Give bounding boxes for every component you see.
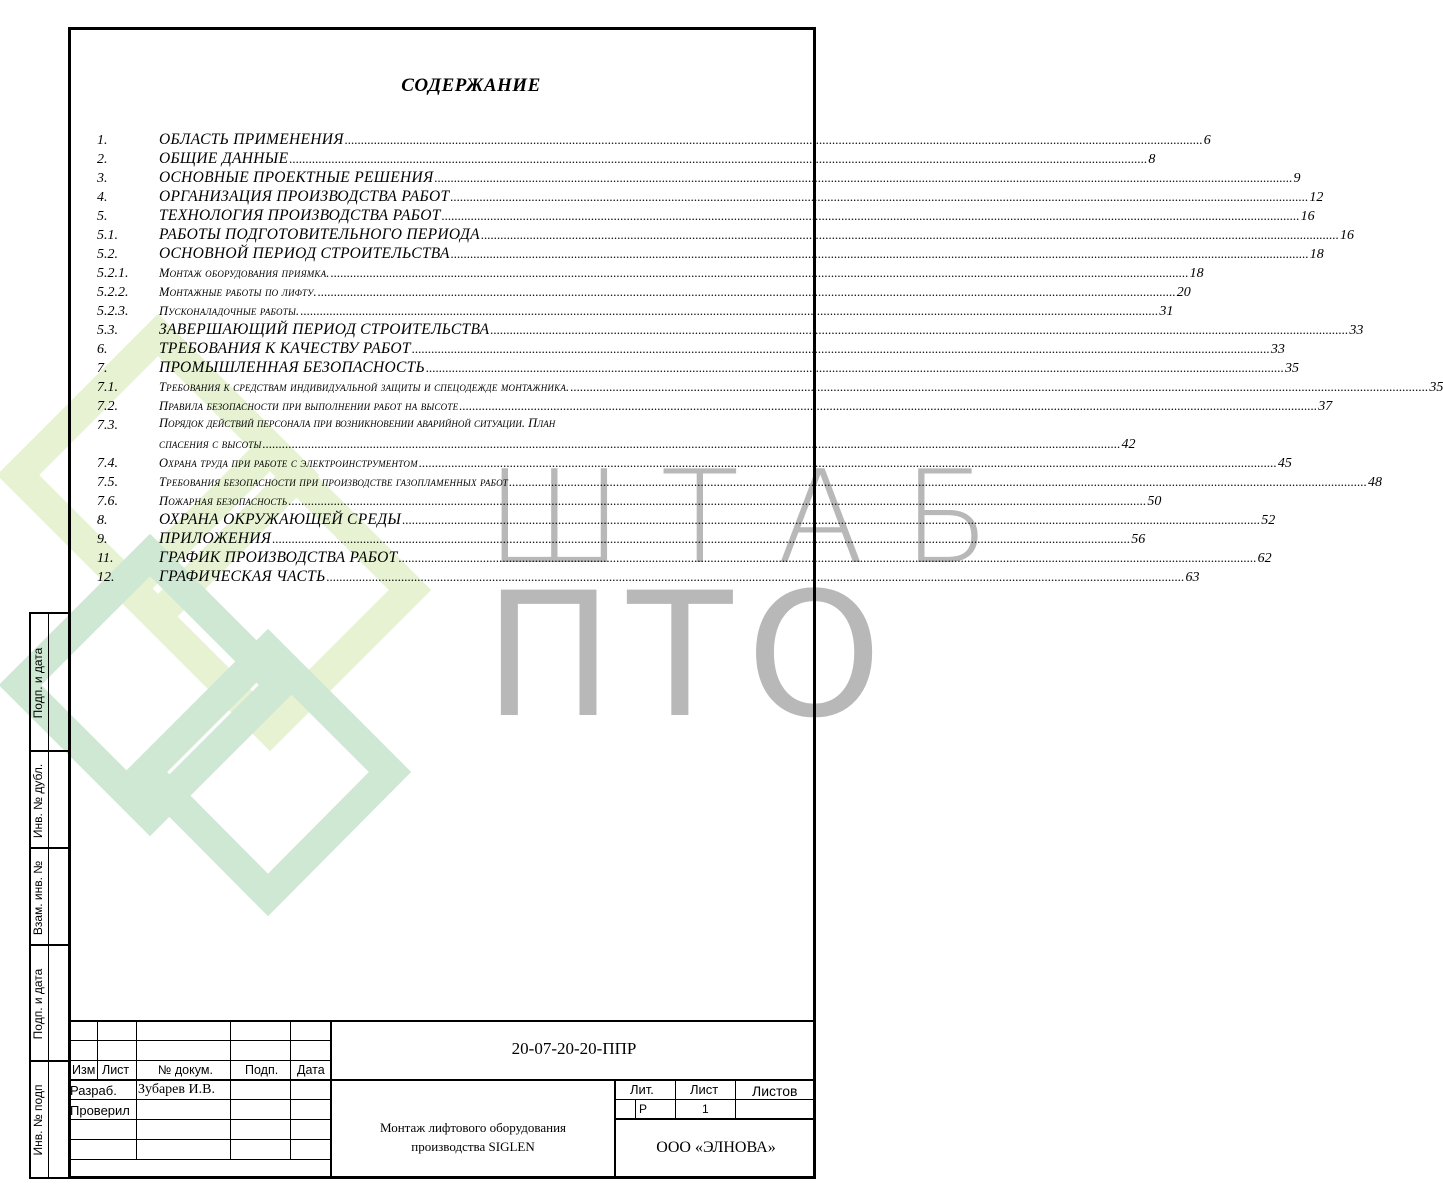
toc-leader-dots [300, 302, 1158, 320]
toc-entry [97, 511, 1276, 530]
toc-entry-number: 3. [97, 171, 108, 186]
toc-entry-page: 35 [1429, 380, 1443, 395]
toc-entry-number: 7.6. [97, 494, 118, 509]
toc-entry-label: Требования к средствам индивидуальной защиты и спецодежде монтажника. [159, 380, 570, 394]
toc-entry-page: 63 [1185, 570, 1200, 585]
side-stamp-cell [31, 752, 68, 849]
toc-leader-dots [442, 207, 1300, 225]
toc-entry [97, 188, 1324, 207]
toc-leader-dots [434, 169, 1292, 187]
header-izm: Изм [72, 1063, 96, 1077]
toc-leader-dots [327, 568, 1185, 586]
table-of-contents [97, 131, 1443, 587]
toc-leader-dots [426, 359, 1284, 377]
toc-leader-dots [263, 435, 1121, 453]
toc-entry-number: 11. [97, 551, 114, 566]
toc-entry-number: 7. [97, 361, 108, 376]
toc-entry-label: Требования безопасности при производстве газопламенных работ [159, 475, 509, 489]
toc-entry-label: ОХРАНА ОКРУЖАЮЩЕЙ СРЕДЫ [159, 511, 402, 528]
toc-entry [97, 264, 1204, 283]
watermark-text-line1: ШТАБ [486, 444, 1029, 593]
toc-leader-dots [331, 264, 1189, 282]
toc-entry-label: Порядок действий персонала при возникновении аварийной ситуации. План [159, 416, 556, 430]
document-code: 20-07-20-20-ППР [511, 1039, 637, 1058]
toc-entry [97, 492, 1162, 511]
header-sign: Подп. [245, 1063, 279, 1077]
toc-entry-number: 5.3. [97, 323, 118, 338]
toc-entry-page: 16 [1339, 228, 1354, 243]
toc-leader-dots [459, 397, 1317, 415]
company-name: ООО «ЭЛНОВА» [656, 1139, 776, 1156]
developer-name: Зубарев И.В. [138, 1082, 215, 1097]
toc-entry-label: РАБОТЫ ПОДГОТОВИТЕЛЬНОГО ПЕРИОДА [159, 226, 480, 243]
toc-leader-dots [402, 511, 1260, 529]
toc-entry-page: 31 [1159, 304, 1174, 319]
toc-entry [97, 397, 1333, 416]
toc-entry-page: 9 [1293, 171, 1301, 186]
toc-entry-label-continued: спасения с высоты [159, 437, 262, 451]
toc-leader-dots [412, 340, 1270, 358]
toc-entry-number: 1. [97, 133, 108, 148]
toc-entry-page: 52 [1261, 513, 1276, 528]
toc-entry-page: 56 [1131, 532, 1146, 547]
toc-entry [97, 454, 1292, 473]
toc-leader-dots [272, 530, 1130, 548]
toc-entry-page: 42 [1121, 437, 1136, 452]
toc-leader-dots [450, 188, 1308, 206]
toc-entry-page: 45 [1277, 456, 1292, 471]
toc-leader-dots [345, 131, 1203, 149]
toc-entry-number: 6. [97, 342, 108, 357]
toc-entry-page: 50 [1147, 494, 1162, 509]
toc-entry [97, 568, 1200, 587]
toc-entry [97, 549, 1272, 568]
toc-leader-dots [481, 226, 1339, 244]
toc-leader-dots [399, 549, 1257, 567]
toc-entry-number: 7.5. [97, 475, 118, 490]
toc-entry-page: 37 [1318, 399, 1333, 414]
toc-entry-number: 7.1. [97, 380, 118, 395]
sheet-value: 1 [702, 1102, 709, 1116]
toc-entry [97, 207, 1315, 226]
toc-leader-dots [490, 321, 1348, 339]
toc-entry-page: 16 [1300, 209, 1315, 224]
toc-entry-label: Охрана труда при работе с электроинструментом [159, 456, 418, 470]
toc-entry-page: 62 [1257, 551, 1272, 566]
toc-entry-page: 8 [1148, 152, 1156, 167]
role-developer: Разраб. [70, 1083, 117, 1098]
toc-entry-label: ОСНОВНОЙ ПЕРИОД СТРОИТЕЛЬСТВА [159, 245, 450, 262]
toc-entry [97, 416, 1136, 454]
toc-title: СОДЕРЖАНИЕ [401, 75, 541, 96]
toc-entry-number: 2. [97, 152, 108, 167]
toc-entry-page: 20 [1176, 285, 1191, 300]
side-stamp-cell [31, 614, 68, 752]
toc-entry [97, 359, 1299, 378]
toc-entry [97, 302, 1174, 321]
toc-entry-page: 35 [1285, 361, 1299, 376]
toc-entry-page: 18 [1189, 266, 1204, 281]
toc-entry-page: 33 [1349, 323, 1364, 338]
toc-entry-label: Монтажные работы по лифту. [159, 285, 317, 299]
toc-entry-number: 5.2.1. [97, 266, 129, 281]
watermark-text-line2: ПТО [484, 555, 896, 756]
toc-entry-number: 5.2.3. [97, 304, 129, 319]
header-date: Дата [297, 1063, 325, 1077]
toc-entry-number: 5.2. [97, 247, 118, 262]
side-stamp-label: Взам. инв. № [31, 860, 45, 935]
toc-entry [97, 340, 1285, 359]
toc-entry-label: ПРИЛОЖЕНИЯ [159, 530, 272, 547]
role-checker: Проверил [70, 1103, 130, 1118]
toc-entry-number: 5.1. [97, 228, 118, 243]
lit-label: Лит. [630, 1082, 654, 1097]
toc-entry-label: Пусконаладочные работы. [159, 304, 300, 318]
toc-entry [97, 150, 1156, 169]
toc-entry-label: Монтаж оборудования приямка. [159, 266, 330, 280]
side-stamp-label: Инв. № подп [31, 1084, 45, 1155]
toc-leader-dots [288, 492, 1146, 510]
toc-entry [97, 473, 1383, 492]
toc-entry [97, 530, 1146, 549]
toc-leader-dots [289, 150, 1147, 168]
toc-entry-page: 12 [1309, 190, 1324, 205]
side-stamp [29, 612, 68, 1179]
toc-entry-label: ГРАФИК ПРОИЗВОДСТВА РАБОТ [159, 549, 398, 566]
toc-entry-number: 5.2.2. [97, 285, 129, 300]
toc-entry-label: Пожарная безопасность [159, 494, 288, 508]
toc-entry [97, 378, 1443, 397]
toc-entry [97, 226, 1354, 245]
sheets-label: Листов [752, 1083, 798, 1099]
sheet-label: Лист [690, 1082, 719, 1097]
toc-entry-label: ОБЛАСТЬ ПРИМЕНЕНИЯ [159, 131, 344, 148]
toc-entry-number: 8. [97, 513, 108, 528]
toc-entry-label: ТРЕБОВАНИЯ К КАЧЕСТВУ РАБОТ [159, 340, 411, 357]
toc-entry [97, 131, 1211, 150]
toc-entry-number: 7.4. [97, 456, 118, 471]
toc-entry-label: ОРГАНИЗАЦИЯ ПРОИЗВОДСТВА РАБОТ [159, 188, 450, 205]
side-stamp-cell [31, 849, 68, 946]
header-list: Лист [102, 1063, 130, 1077]
toc-entry-label: Правила безопасности при выполнении работ на высоте [159, 399, 459, 413]
toc-leader-dots [570, 378, 1428, 396]
side-stamp-label: Подп. и дата [31, 647, 45, 719]
toc-entry-page: 18 [1309, 247, 1324, 262]
toc-entry-label: ОСНОВНЫЕ ПРОЕКТНЫЕ РЕШЕНИЯ [159, 169, 434, 186]
toc-leader-dots [318, 283, 1176, 301]
toc-entry-number: 5. [97, 209, 108, 224]
toc-entry [97, 283, 1191, 302]
header-doc-no: № докум. [158, 1063, 213, 1077]
toc-entry-number: 4. [97, 190, 108, 205]
toc-entry-page: 33 [1270, 342, 1285, 357]
toc-entry-number: 9. [97, 532, 108, 547]
side-stamp-label: Инв. № дубл. [31, 763, 45, 838]
toc-entry-label: ТЕХНОЛОГИЯ ПРОИЗВОДСТВА РАБОТ [159, 207, 441, 224]
toc-leader-dots [451, 245, 1309, 263]
toc-entry-label: ПРОМЫШЛЕННАЯ БЕЗОПАСНОСТЬ [159, 359, 425, 376]
title-block [68, 1020, 816, 1179]
toc-entry [97, 321, 1364, 340]
toc-leader-dots [509, 473, 1367, 491]
lit-value: Р [639, 1102, 648, 1116]
document-title-line2: производства SIGLEN [411, 1139, 535, 1154]
toc-entry-label: ЗАВЕРШАЮЩИЙ ПЕРИОД СТРОИТЕЛЬСТВА [159, 321, 490, 338]
toc-entry-page: 6 [1203, 133, 1211, 148]
toc-entry-label: ОБЩИЕ ДАННЫЕ [159, 150, 289, 167]
side-stamp-cell [31, 946, 68, 1062]
toc-entry-number: 7.2. [97, 399, 118, 414]
side-stamp-cell [31, 1062, 68, 1177]
toc-entry [97, 169, 1301, 188]
toc-entry [97, 245, 1324, 264]
side-stamp-label: Подп. и дата [31, 968, 45, 1040]
toc-leader-dots [419, 454, 1277, 472]
toc-entry-page: 48 [1368, 475, 1383, 490]
document-title-line1: Монтаж лифтового оборудования [379, 1120, 567, 1135]
toc-entry-number: 7.3. [97, 418, 118, 433]
toc-entry-label: ГРАФИЧЕСКАЯ ЧАСТЬ [159, 568, 326, 585]
toc-entry-number: 12. [97, 570, 115, 585]
